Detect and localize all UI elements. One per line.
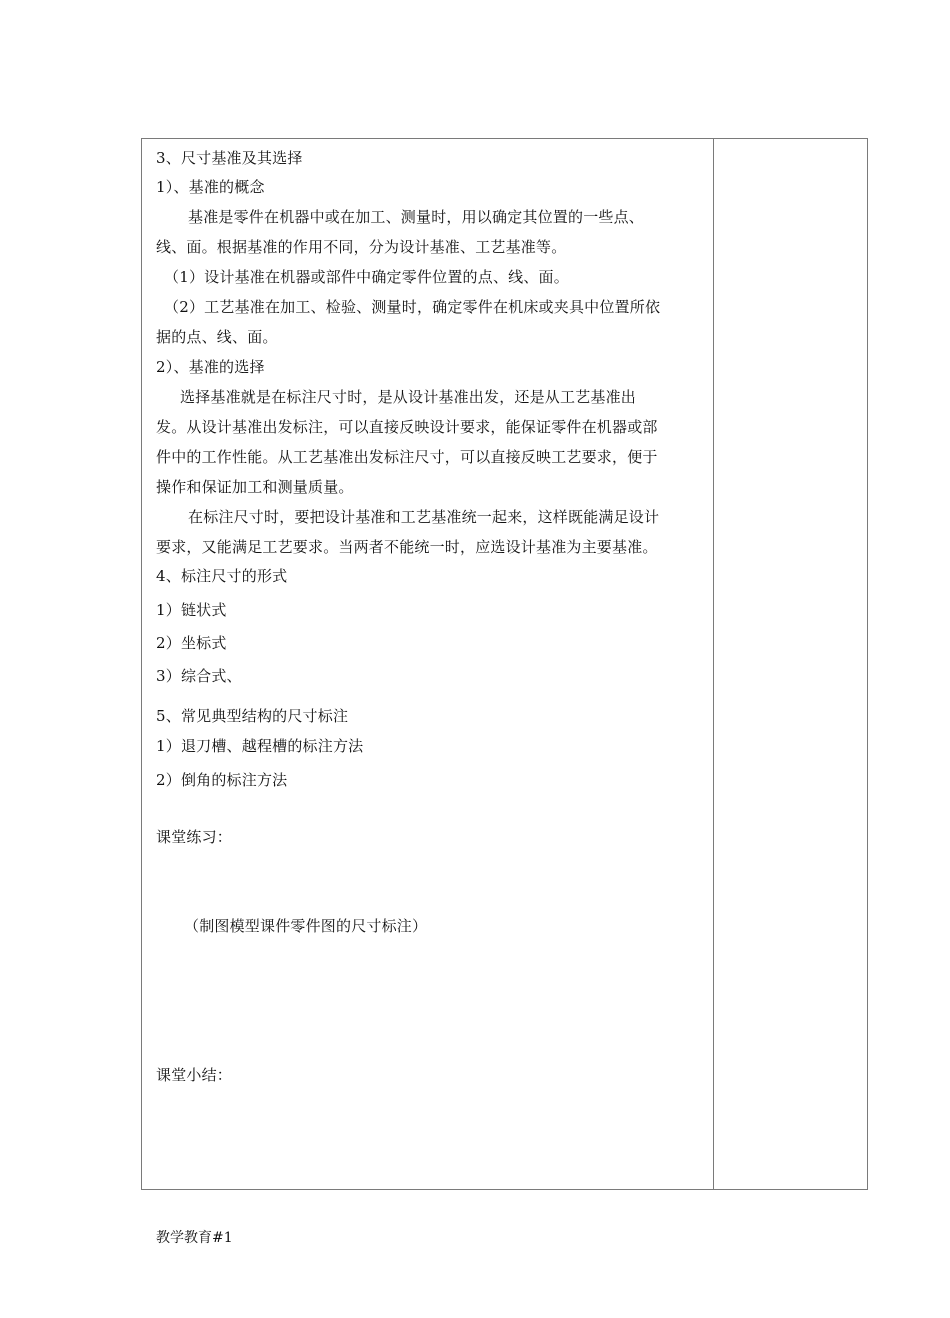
subsection-datum-concept: 1）、基准的概念 (156, 178, 265, 196)
paragraph-line: 操作和保证加工和测量质量。 (156, 478, 354, 496)
list-item: 1）退刀槽、越程槽的标注方法 (156, 737, 364, 755)
exercise-label: 课堂练习： (156, 828, 233, 846)
notes-cell (714, 139, 867, 1189)
section-4-heading: 4、标注尺寸的形式 (156, 567, 288, 585)
paragraph-line: 基准是零件在机器中或在加工、测量时，用以确定其位置的一些点、 (188, 208, 645, 226)
paragraph-line: 在标注尺寸时，要把设计基准和工艺基准统一起来，这样既能满足设计 (188, 508, 660, 526)
paragraph-line: 线、面。根据基准的作用不同，分为设计基准、工艺基准等。 (156, 238, 567, 256)
paragraph-line: 件中的工作性能。从工艺基准出发标注尺寸，可以直接反映工艺要求，便于 (156, 448, 658, 466)
page-footer: 教学教育#1 (156, 1230, 233, 1246)
summary-label: 课堂小结： (156, 1066, 233, 1084)
subsection-datum-selection: 2）、基准的选择 (156, 358, 265, 376)
paragraph-line: （1）设计基准在机器或部件中确定零件位置的点、线、面。 (164, 268, 569, 286)
section-5-heading: 5、常见典型结构的尺寸标注 (156, 707, 349, 725)
lesson-table (141, 138, 868, 1190)
paragraph-line: 选择基准就是在标注尺寸时，是从设计基准出发，还是从工艺基准出 (180, 388, 637, 406)
paragraph-line: 发。从设计基准出发标注，可以直接反映设计要求，能保证零件在机器或部 (156, 418, 658, 436)
paragraph-line: （2）工艺基准在加工、检验、测量时，确定零件在机床或夹具中位置所依 (164, 298, 661, 316)
list-item: 2）倒角的标注方法 (156, 771, 288, 789)
list-item: 3）综合式、 (156, 667, 242, 685)
paragraph-line: 据的点、线、面。 (156, 328, 278, 346)
section-3-heading: 3、尺寸基准及其选择 (156, 149, 303, 167)
exercise-note: （制图模型课件零件图的尺寸标注） (184, 917, 428, 935)
list-item: 2）坐标式 (156, 634, 227, 652)
paragraph-line: 要求，又能满足工艺要求。当两者不能统一时，应选设计基准为主要基准。 (156, 538, 658, 556)
list-item: 1）链状式 (156, 601, 227, 619)
